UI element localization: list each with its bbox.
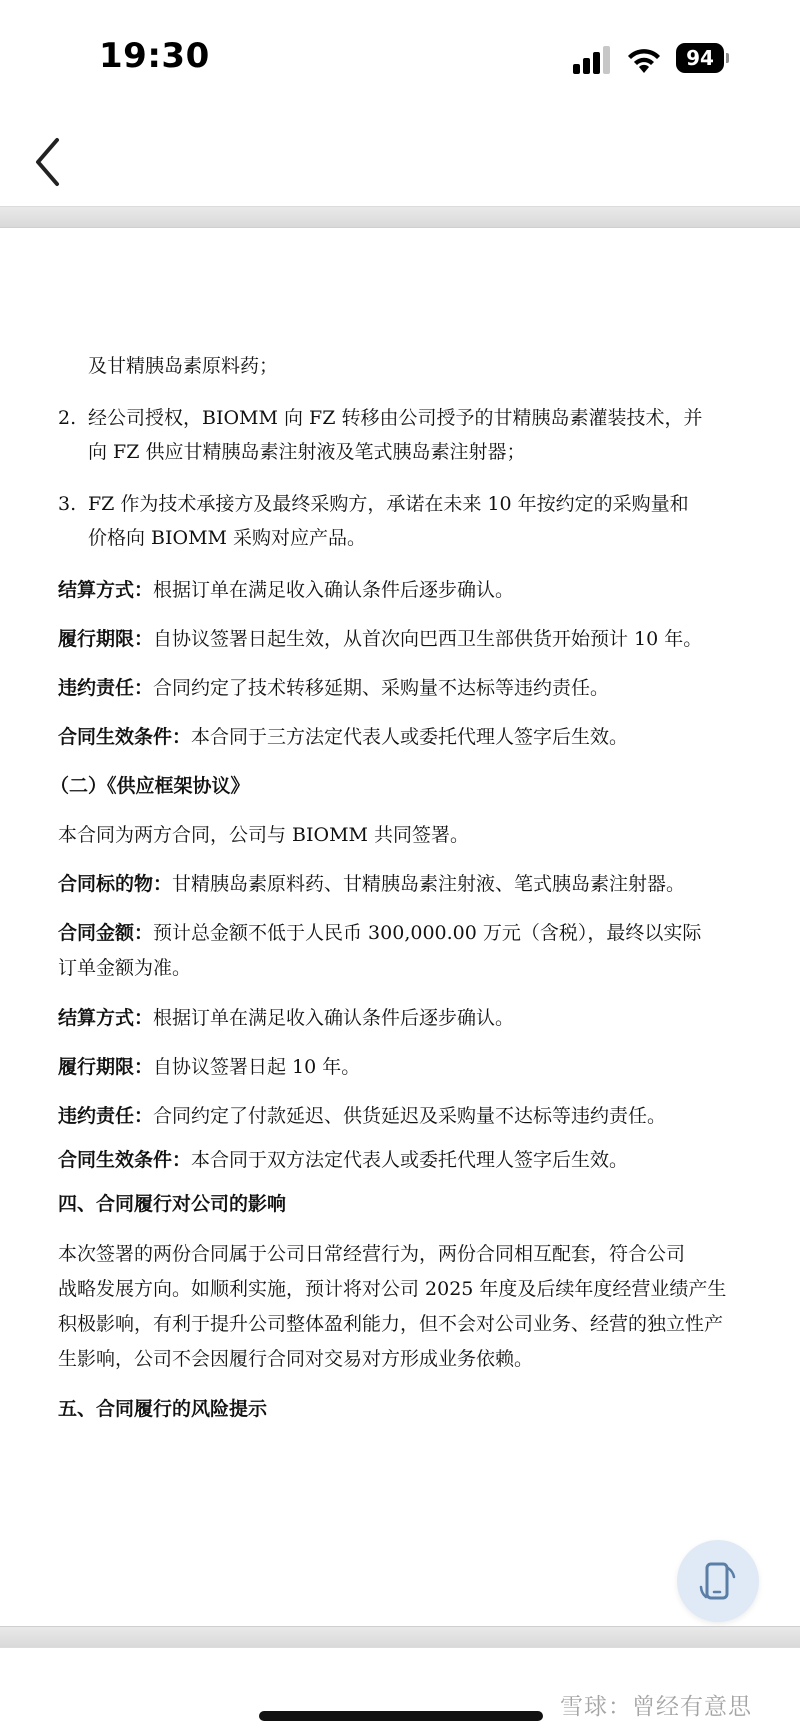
signal-icon (573, 46, 611, 74)
home-indicator[interactable] (259, 1711, 543, 1721)
list-item-2-line: 经公司授权，BIOMM 向 FZ 转移由公司授予的甘精胰岛素灌装技术，并 (88, 407, 703, 429)
status-bar (0, 0, 800, 118)
nav-bar (0, 118, 800, 208)
field-label: 履行期限： (58, 1056, 154, 1078)
paragraph-line: 本次签署的两份合同属于公司日常经营行为，两份合同相互配套，符合公司 (58, 1243, 686, 1265)
contract2-period (58, 1053, 360, 1082)
field-value: 预计总金额不低于人民币 300,000.00 万元（含税），最终以实际 (153, 922, 702, 944)
field-label: 违约责任： (58, 677, 154, 699)
battery-nub (726, 53, 729, 63)
list-item-1-continuation: 及甘精胰岛素原料药； (88, 355, 279, 377)
field-label: 合同标的物： (58, 873, 173, 895)
field-value: 本合同于三方法定代表人或委托代理人签字后生效。 (191, 726, 629, 748)
contract2-settlement (58, 1004, 514, 1033)
list-item-3-line: 价格向 BIOMM 采购对应产品。 (88, 527, 367, 549)
field-label: 履行期限： (58, 628, 154, 650)
field-label: 合同生效条件： (58, 726, 192, 748)
field-label: 合同金额： (58, 922, 154, 944)
field-value: 合同约定了技术转移延期、采购量不达标等违约责任。 (153, 677, 610, 699)
wifi-icon (626, 44, 662, 74)
rotate-screen-button[interactable] (677, 1540, 759, 1622)
contract2-amount-cont: 订单金额为准。 (58, 957, 192, 979)
list-item-2-line: 向 FZ 供应甘精胰岛素注射液及笔式胰岛素注射器； (88, 441, 526, 463)
divider (0, 1626, 800, 1648)
contract2-subject (58, 870, 685, 899)
battery-icon (676, 43, 728, 73)
field-value: 合同约定了付款延迟、供货延迟及采购量不达标等违约责任。 (153, 1105, 667, 1127)
list-item-2-number: 2. (58, 407, 77, 429)
list-item-3-number: 3. (58, 493, 77, 515)
contract2-breach (58, 1102, 666, 1131)
contract1-settlement (58, 576, 514, 605)
section-heading: 四、合同履行对公司的影响 (58, 1193, 287, 1215)
status-time: 19:30 (99, 36, 210, 76)
battery-level: 94 (676, 43, 724, 73)
contract2-effective (58, 1146, 628, 1175)
paragraph-line: 生影响，公司不会因履行合同对交易对方形成业务依赖。 (58, 1348, 534, 1370)
field-value: 根据订单在满足收入确认条件后逐步确认。 (153, 579, 515, 601)
contract1-effective (58, 723, 628, 752)
contract2-amount (58, 919, 701, 948)
field-label: 结算方式： (58, 1007, 154, 1029)
field-label: 违约责任： (58, 1105, 154, 1127)
document-page[interactable] (0, 228, 800, 1626)
section-intro: 本合同为两方合同，公司与 BIOMM 共同签署。 (58, 824, 470, 846)
paragraph-line: 积极影响，有利于提升公司整体盈利能力，但不会对公司业务、经营的独立性产 (58, 1313, 724, 1335)
field-value: 本合同于双方法定代表人或委托代理人签字后生效。 (191, 1149, 629, 1171)
field-value: 自协议签署日起 10 年。 (153, 1056, 361, 1078)
back-button[interactable] (22, 126, 82, 196)
field-label: 结算方式： (58, 579, 154, 601)
contract1-breach (58, 674, 609, 703)
field-value: 自协议签署日起生效，从首次向巴西卫生部供货开始预计 10 年。 (153, 628, 703, 650)
field-value: 根据订单在满足收入确认条件后逐步确认。 (153, 1007, 515, 1029)
divider (0, 206, 800, 228)
phone-rotate-icon (698, 1559, 738, 1603)
bottom-bar (0, 1648, 800, 1734)
contract1-period (58, 625, 702, 654)
watermark: 雪球：曾经有意思 (560, 1694, 752, 1720)
list-item-3-line: FZ 作为技术承接方及最终采购方，承诺在未来 10 年按约定的采购量和 (88, 493, 689, 515)
paragraph-line: 战略发展方向。如顺利实施，预计将对公司 2025 年度及后续年度经营业绩产生 (58, 1278, 727, 1300)
section-heading: 五、合同履行的风险提示 (58, 1398, 268, 1420)
chevron-left-icon (22, 126, 82, 196)
field-value: 甘精胰岛素原料药、甘精胰岛素注射液、笔式胰岛素注射器。 (172, 873, 686, 895)
section-heading: （二）《供应框架协议》 (50, 775, 250, 797)
field-label: 合同生效条件： (58, 1149, 192, 1171)
